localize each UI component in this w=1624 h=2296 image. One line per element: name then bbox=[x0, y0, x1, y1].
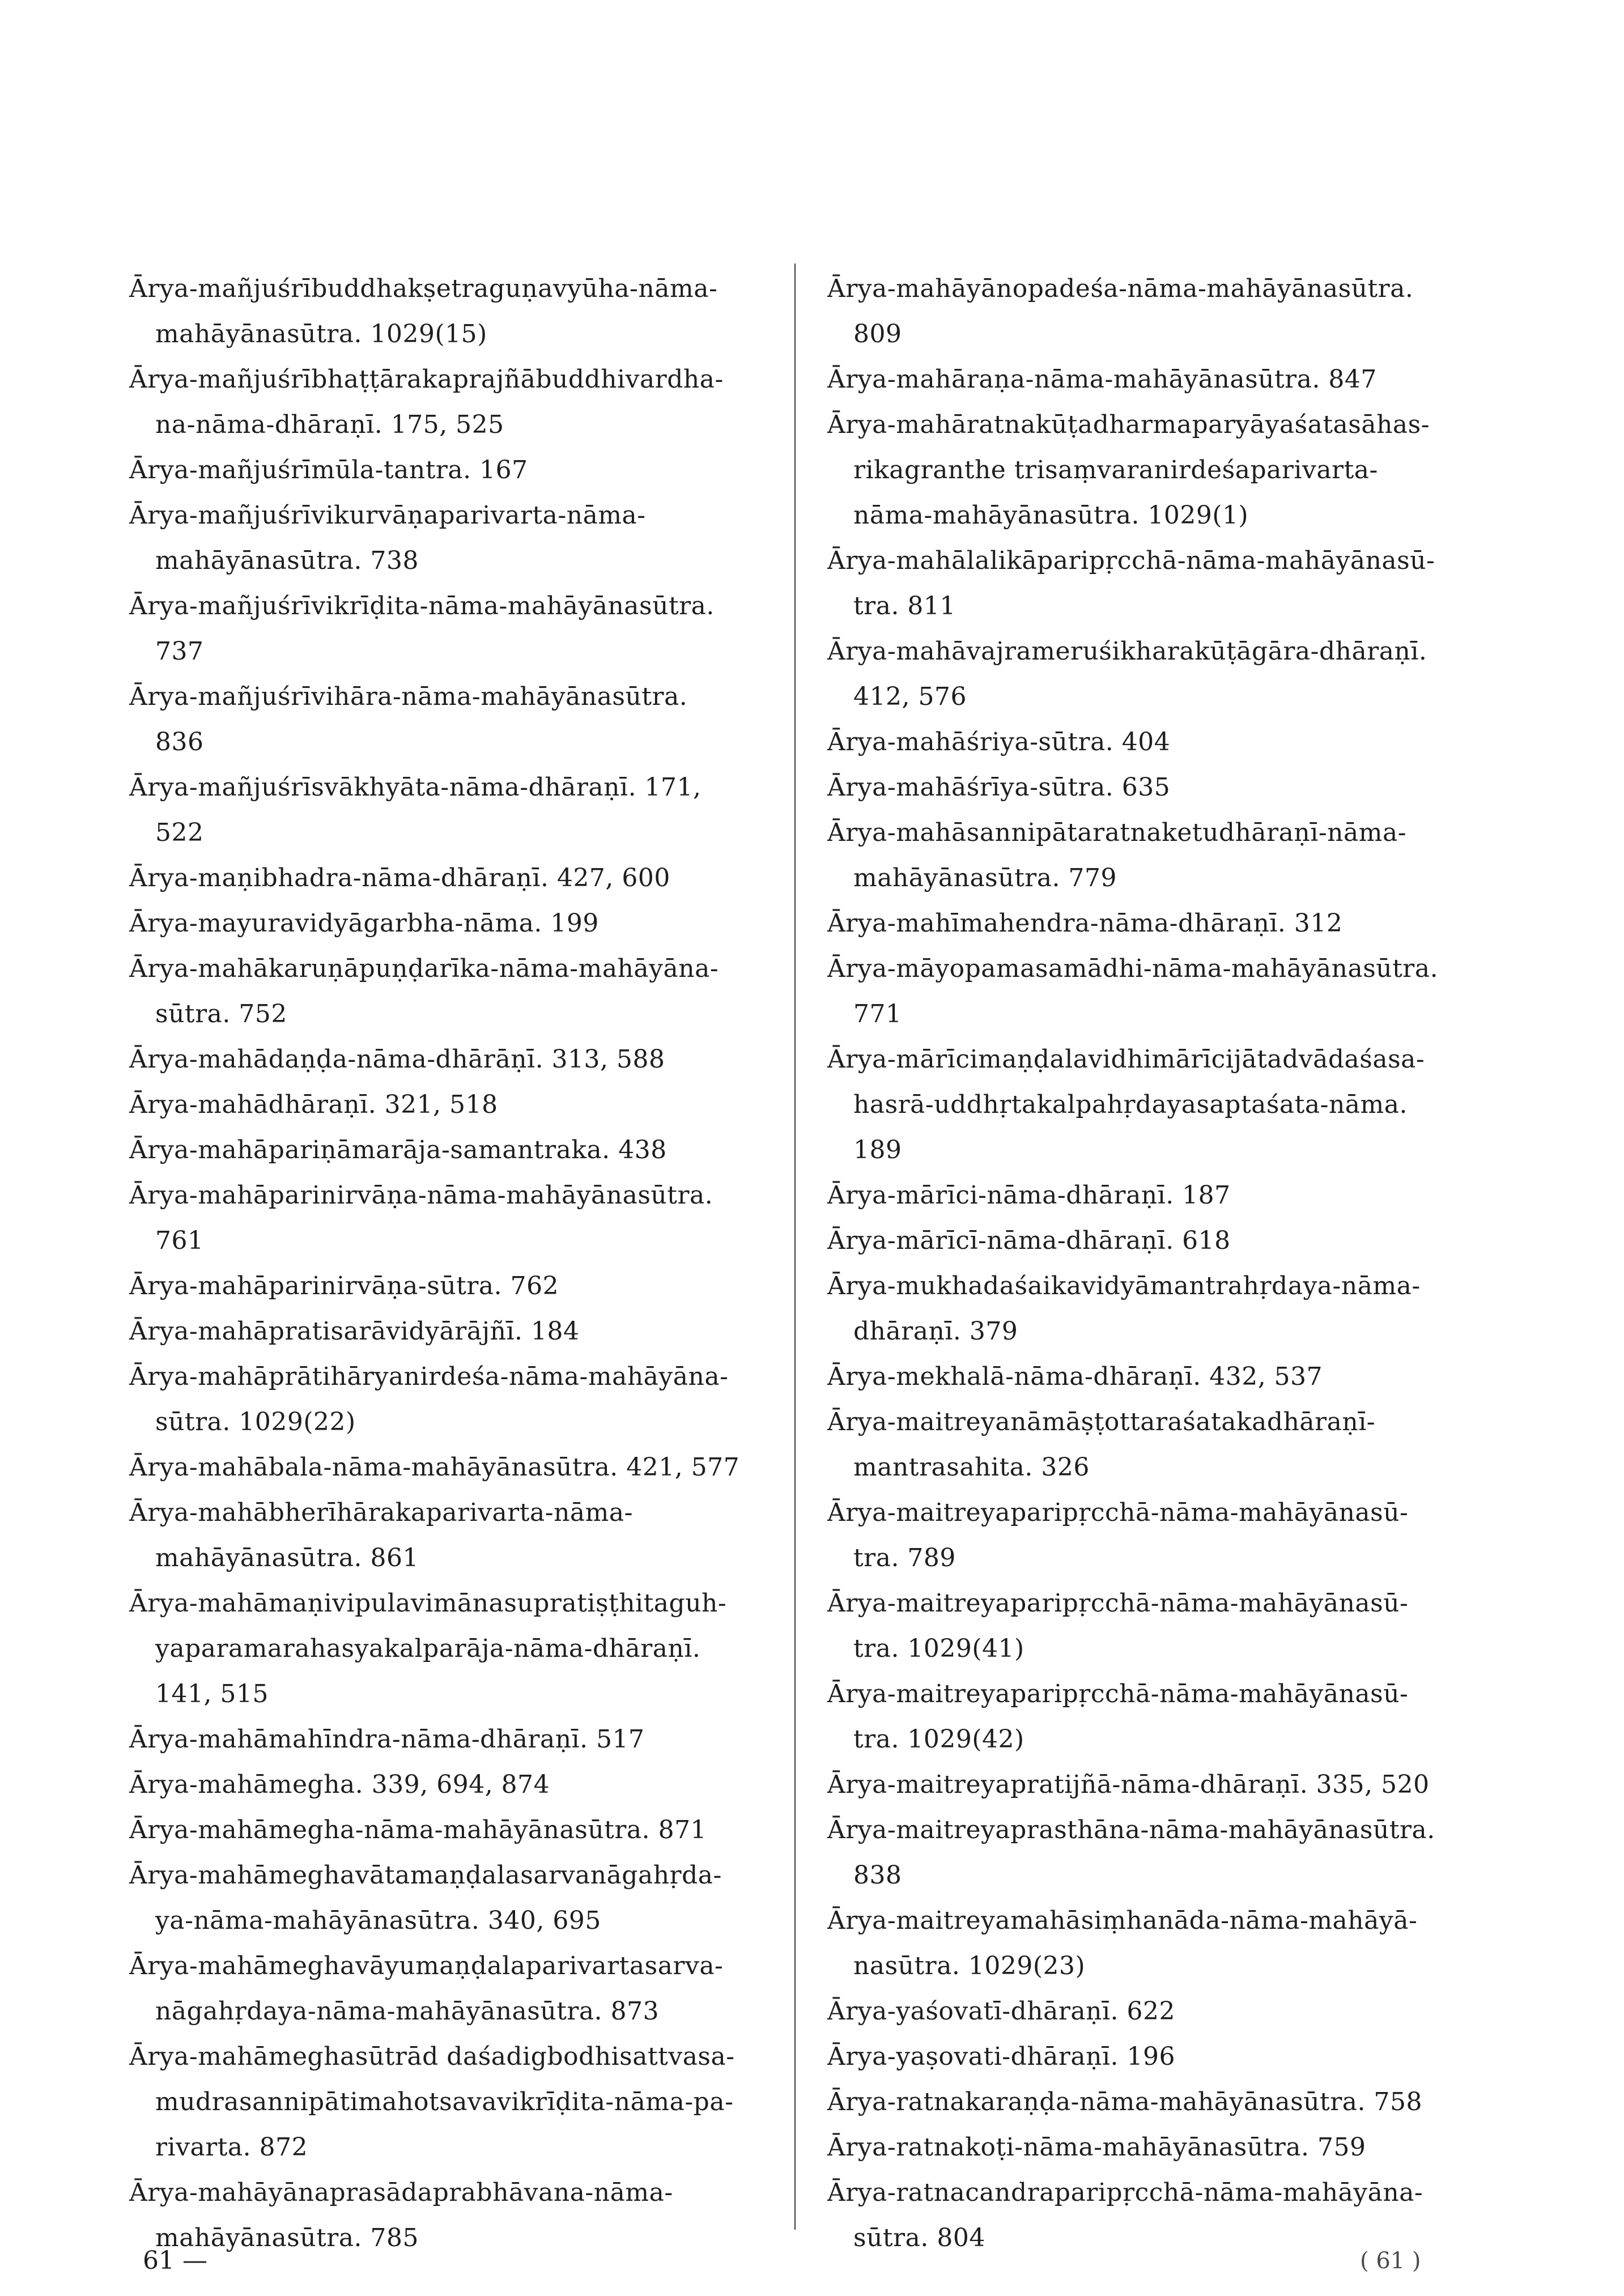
entry-title-line: Ārya-mekhalā-nāma-dhāraṇī. 432, 537 bbox=[827, 1362, 1323, 1391]
entry-continuation-line: mahāyānasūtra. 738 bbox=[155, 546, 419, 575]
index-entry bbox=[129, 1309, 781, 1354]
entry-continuation-line: rivarta. 872 bbox=[155, 2133, 308, 2162]
entry-continuation-line: hasrā-uddhṛtakalpahṛdayasaptaśata-nāma. bbox=[853, 1090, 1408, 1119]
entry-continuation-line: ya-nāma-mahāyānasūtra. 340, 695 bbox=[155, 1906, 601, 1935]
index-entry bbox=[827, 1989, 1496, 2034]
index-entry bbox=[827, 266, 1496, 357]
entry-title-line: Ārya-mahāparinirvāṇa-sūtra. 762 bbox=[129, 1272, 559, 1300]
entry-continuation-line: mahāyānasūtra. 779 bbox=[853, 864, 1117, 892]
index-entry bbox=[827, 1218, 1496, 1264]
entry-title-line: Ārya-mahādaṇḍa-nāma-dhārāṇī. 313, 588 bbox=[129, 1045, 665, 1074]
left-column bbox=[129, 266, 781, 2261]
entry-title-line: Ārya-mañjuśrīvikurvāṇaparivarta-nāma- bbox=[129, 501, 646, 530]
index-entry bbox=[129, 266, 781, 357]
entry-continuation-line: sūtra. 752 bbox=[155, 1000, 287, 1028]
entry-title-line: Ārya-mañjuśrīvikrīḍita-nāma-mahāyānasūtra. bbox=[129, 592, 715, 620]
index-entry bbox=[129, 1264, 781, 1309]
entry-title-line: Ārya-mayuravidyāgarbha-nāma. 199 bbox=[129, 909, 599, 938]
index-entry bbox=[827, 402, 1496, 538]
entry-continuation-line: 141, 515 bbox=[155, 1680, 269, 1708]
index-entry bbox=[129, 765, 781, 856]
index-entry bbox=[129, 1128, 781, 1173]
index-entry bbox=[827, 1264, 1496, 1354]
index-entry bbox=[129, 1717, 781, 1762]
entry-continuation-line: nāma-mahāyānasūtra. 1029(1) bbox=[853, 501, 1249, 530]
entry-title-line: Ārya-mahāmeghasūtrād daśadigbodhisattvasa- bbox=[129, 2042, 735, 2071]
entry-title-line: Ārya-mañjuśrībuddhakṣetraguṇavyūha-nāma- bbox=[129, 274, 718, 303]
entry-title-line: Ārya-maitreyapratijñā-nāma-dhāraṇī. 335, 520 bbox=[827, 1770, 1430, 1799]
page-number-right: ( 61 ) bbox=[1360, 2248, 1421, 2274]
entry-title-line: Ārya-maitreyanāmāṣṭottaraśatakadhāraṇī- bbox=[827, 1408, 1376, 1436]
index-entry bbox=[129, 901, 781, 946]
entry-title-line: Ārya-mārīcimaṇḍalavidhimārīcijātadvādaśasa- bbox=[827, 1045, 1425, 1074]
index-entry bbox=[827, 1400, 1496, 1490]
index-entry bbox=[129, 493, 781, 584]
index-entry bbox=[827, 1808, 1496, 1898]
entry-title-line: Ārya-maitreyaparipṛcchā-nāma-mahāyānasū- bbox=[827, 1498, 1409, 1527]
index-entry bbox=[827, 901, 1496, 946]
entry-continuation-line: mahāyānasūtra. 1029(15) bbox=[155, 320, 487, 348]
entry-title-line: Ārya-mārīcī-nāma-dhāraṇī. 618 bbox=[827, 1226, 1231, 1255]
index-entry bbox=[827, 1898, 1496, 1989]
index-entry bbox=[827, 1762, 1496, 1808]
entry-title-line: Ārya-mahāprātihāryanirdeśa-nāma-mahāyāna- bbox=[129, 1362, 729, 1391]
index-entry bbox=[129, 2034, 781, 2170]
entry-continuation-line: 809 bbox=[853, 320, 902, 348]
entry-continuation-line: yaparamarahasyakalparāja-nāma-dhāraṇī. bbox=[155, 1634, 701, 1663]
entry-title-line: Ārya-mahālalikāparipṛcchā-nāma-mahāyānasū- bbox=[827, 546, 1435, 575]
index-entry bbox=[827, 1581, 1496, 1672]
index-entry bbox=[827, 1490, 1496, 1581]
entry-continuation-line: dhāraṇī. 379 bbox=[853, 1317, 1018, 1346]
entry-title-line: Ārya-mahākaruṇāpuṇḍarīka-nāma-mahāyāna- bbox=[129, 954, 719, 983]
index-entry bbox=[129, 1853, 781, 1944]
entry-continuation-line: tra. 789 bbox=[853, 1544, 956, 1572]
entry-continuation-line: mahāyānasūtra. 861 bbox=[155, 1544, 419, 1572]
index-entry bbox=[129, 1037, 781, 1082]
index-entry bbox=[827, 1173, 1496, 1218]
entry-title-line: Ārya-mañjuśrībhaṭṭārakaprajñābuddhivardha- bbox=[129, 365, 724, 394]
entry-title-line: Ārya-mārīci-nāma-dhāraṇī. 187 bbox=[827, 1181, 1231, 1210]
entry-title-line: Ārya-yaśovatī-dhāraṇī. 622 bbox=[827, 1997, 1176, 2026]
entry-title-line: Ārya-ratnacandraparipṛcchā-nāma-mahāyāna- bbox=[827, 2178, 1423, 2207]
index-entry bbox=[827, 720, 1496, 765]
entry-title-line: Ārya-maitreyaprasthāna-nāma-mahāyānasūtra. bbox=[827, 1815, 1435, 1844]
entry-title-line: Ārya-mahāraṇa-nāma-mahāyānasūtra. 847 bbox=[827, 365, 1377, 394]
index-entry bbox=[129, 856, 781, 901]
entry-title-line: Ārya-mahāyānopadeśa-nāma-mahāyānasūtra. bbox=[827, 274, 1414, 303]
index-entry bbox=[129, 1762, 781, 1808]
index-entry bbox=[827, 2125, 1496, 2170]
entry-title-line: Ārya-mahīmahendra-nāma-dhāraṇī. 312 bbox=[827, 909, 1343, 938]
entry-title-line: Ārya-mahāśriya-sūtra. 404 bbox=[827, 728, 1171, 756]
entry-title-line: Ārya-mahāmegha. 339, 694, 874 bbox=[129, 1770, 550, 1799]
index-entry bbox=[129, 946, 781, 1037]
entry-continuation-line: sūtra. 804 bbox=[853, 2223, 985, 2252]
entry-title-line: Ārya-mahābherīhārakaparivarta-nāma- bbox=[129, 1498, 633, 1527]
entry-title-line: Ārya-ratnakoṭi-nāma-mahāyānasūtra. 759 bbox=[827, 2133, 1366, 2162]
entry-title-line: Ārya-mahāpratisarāvidyārājñī. 184 bbox=[129, 1317, 580, 1346]
index-entry bbox=[827, 946, 1496, 1037]
index-entry bbox=[827, 357, 1496, 402]
entry-title-line: Ārya-maitreyaparipṛcchā-nāma-mahāyānasū- bbox=[827, 1589, 1409, 1618]
entry-continuation-line: tra. 1029(42) bbox=[853, 1725, 1024, 1754]
entry-continuation-line: 522 bbox=[155, 818, 204, 847]
index-entry bbox=[129, 584, 781, 674]
index-entry bbox=[129, 1173, 781, 1264]
entry-continuation-line: tra. 1029(41) bbox=[853, 1634, 1024, 1663]
entry-title-line: Ārya-mahāmeghavāyumaṇḍalaparivartasarva- bbox=[129, 1951, 724, 1980]
entry-continuation-line: na-nāma-dhāraṇī. 175, 525 bbox=[155, 410, 504, 439]
entry-title-line: Ārya-mahādhāraṇī. 321, 518 bbox=[129, 1090, 498, 1119]
entry-title-line: Ārya-maṇibhadra-nāma-dhāraṇī. 427, 600 bbox=[129, 864, 670, 892]
right-column bbox=[827, 266, 1496, 2261]
entry-title-line: Ārya-yaṣovati-dhāraṇī. 196 bbox=[827, 2042, 1176, 2071]
entry-continuation-line: 761 bbox=[155, 1226, 204, 1255]
entry-title-line: Ārya-maitreyaparipṛcchā-nāma-mahāyānasū- bbox=[827, 1680, 1409, 1708]
entry-continuation-line: 189 bbox=[853, 1136, 902, 1164]
entry-title-line: Ārya-mañjuśrīvihāra-nāma-mahāyānasūtra. bbox=[129, 682, 688, 711]
index-entry bbox=[827, 2034, 1496, 2080]
entry-continuation-line: tra. 811 bbox=[853, 592, 956, 620]
entry-title-line: Ārya-mahāsannipātaratnaketudhāraṇī-nāma- bbox=[827, 818, 1407, 847]
index-entry bbox=[129, 2170, 781, 2261]
entry-continuation-line: 836 bbox=[155, 728, 204, 756]
entry-title-line: Ārya-mañjuśrīsvākhyāta-nāma-dhāraṇī. 171, bbox=[129, 773, 702, 802]
index-entry bbox=[129, 1581, 781, 1717]
entry-continuation-line: mantrasahita. 326 bbox=[853, 1453, 1090, 1482]
entry-title-line: Ārya-mahāratnakūṭadharmaparyāyaśatasāhas- bbox=[827, 410, 1430, 439]
entry-title-line: Ārya-mahāmeghavātamaṇḍalasarvanāgahṛda- bbox=[129, 1861, 722, 1890]
entry-continuation-line: nāgahṛdaya-nāma-mahāyānasūtra. 873 bbox=[155, 1997, 660, 2026]
index-entry bbox=[129, 674, 781, 765]
page-number-left: 61 — bbox=[143, 2246, 207, 2275]
entry-title-line: Ārya-mañjuśrīmūla-tantra. 167 bbox=[129, 456, 528, 484]
entry-title-line: Ārya-mahāparinirvāṇa-nāma-mahāyānasūtra. bbox=[129, 1181, 713, 1210]
index-entry bbox=[827, 1037, 1496, 1173]
index-entry bbox=[827, 765, 1496, 810]
index-entry bbox=[827, 1354, 1496, 1400]
entry-title-line: Ārya-ratnakaraṇḍa-nāma-mahāyānasūtra. 758 bbox=[827, 2087, 1422, 2116]
index-entry bbox=[827, 629, 1496, 720]
entry-title-line: Ārya-mukhadaśaikavidyāmantrahṛdaya-nāma- bbox=[827, 1272, 1421, 1300]
entry-title-line: Ārya-maitreyamahāsiṃhanāda-nāma-mahāyā- bbox=[827, 1906, 1418, 1935]
entry-title-line: Ārya-mahāśrīya-sūtra. 635 bbox=[827, 773, 1171, 802]
index-entry bbox=[129, 357, 781, 448]
index-entry bbox=[129, 1082, 781, 1128]
index-entry bbox=[827, 2080, 1496, 2125]
entry-title-line: Ārya-mahāmaṇivipulavimānasupratiṣṭhitaguh- bbox=[129, 1589, 727, 1618]
index-entry bbox=[129, 1354, 781, 1445]
entry-title-line: Ārya-mahāpariṇāmarāja-samantraka. 438 bbox=[129, 1136, 667, 1164]
entry-title-line: Ārya-mahāmahīndra-nāma-dhāraṇī. 517 bbox=[129, 1725, 645, 1754]
entry-continuation-line: 838 bbox=[853, 1861, 902, 1890]
index-entry bbox=[129, 1808, 781, 1853]
entry-title-line: Ārya-māyopamasamādhi-nāma-mahāyānasūtra. bbox=[827, 954, 1439, 983]
entry-title-line: Ārya-mahāmegha-nāma-mahāyānasūtra. 871 bbox=[129, 1815, 707, 1844]
entry-continuation-line: 412, 576 bbox=[853, 682, 967, 711]
entry-continuation-line: sūtra. 1029(22) bbox=[155, 1408, 356, 1436]
index-entry bbox=[129, 448, 781, 493]
index-entry bbox=[129, 1490, 781, 1581]
index-entry bbox=[129, 1445, 781, 1490]
entry-title-line: Ārya-mahābala-nāma-mahāyānasūtra. 421, 577 bbox=[129, 1453, 740, 1482]
entry-continuation-line: nasūtra. 1029(23) bbox=[853, 1951, 1086, 1980]
entry-title-line: Ārya-mahāvajrameruśikharakūṭāgāra-dhāraṇī. bbox=[827, 637, 1427, 666]
index-entry bbox=[827, 538, 1496, 629]
index-entry bbox=[827, 1672, 1496, 1762]
entry-continuation-line: mahāyānasūtra. 785 bbox=[155, 2223, 419, 2252]
entry-continuation-line: 771 bbox=[853, 1000, 902, 1028]
entry-continuation-line: 737 bbox=[155, 637, 204, 666]
entry-continuation-line: rikagranthe trisaṃvaranirdeśaparivarta- bbox=[853, 456, 1378, 484]
index-entry bbox=[827, 810, 1496, 901]
entry-continuation-line: mudrasannipātimahotsavavikrīḍita-nāma-pa- bbox=[155, 2087, 734, 2116]
entry-title-line: Ārya-mahāyānaprasādaprabhāvana-nāma- bbox=[129, 2178, 673, 2207]
column-divider bbox=[794, 263, 796, 2230]
index-entry bbox=[129, 1944, 781, 2034]
